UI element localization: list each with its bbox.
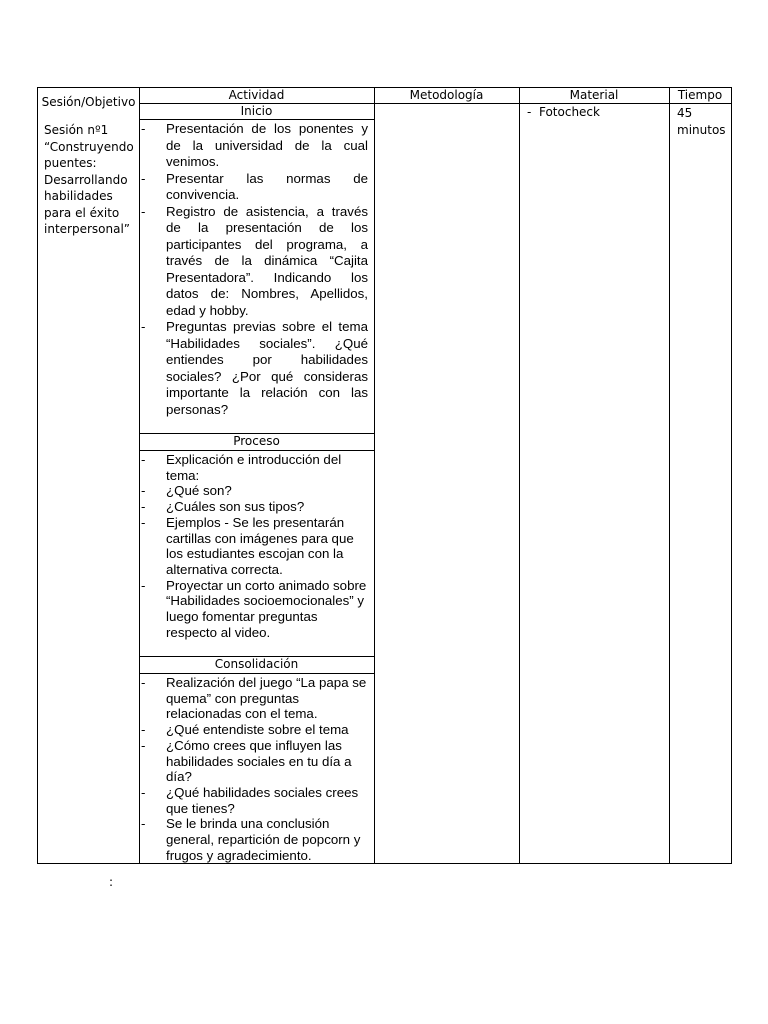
column-divider — [519, 88, 520, 863]
bullet-dash: - — [141, 514, 146, 530]
activity-item: - ¿Qué entendiste sobre el tema — [141, 722, 349, 738]
header-methodology: Metodología — [409, 88, 484, 102]
bullet-dash: - — [141, 499, 146, 515]
phase-title-inicio: Inicio — [240, 104, 273, 118]
activity-item: - ¿Qué son? — [141, 483, 232, 499]
session-objective-cell — [44, 122, 139, 238]
session-line: Sesión nº1 — [44, 123, 109, 137]
time-value: 45 — [677, 106, 693, 120]
session-line: puentes: — [44, 156, 97, 170]
bullet-dash: - — [141, 737, 146, 753]
session-line: Desarrollando — [44, 172, 128, 187]
bullet-dash: - — [141, 483, 146, 499]
activity-list-inicio — [139, 121, 374, 418]
activity-item: - Presentación de los ponentes y de la universidad de la cual venimos. — [141, 121, 368, 169]
session-plan-table — [37, 87, 732, 864]
bullet-dash: - — [141, 675, 146, 690]
bullet-dash: - — [141, 452, 146, 467]
phase-title-consolidacion: Consolidación — [214, 657, 299, 671]
bullet-dash: - — [141, 784, 146, 800]
activity-item: - ¿Qué habilidades sociales crees que tienes? — [141, 784, 359, 816]
session-line: para el éxito — [44, 205, 120, 220]
phase-divider — [139, 673, 374, 674]
column-divider — [374, 88, 375, 863]
bullet-dash: - — [141, 203, 146, 219]
bullet-dash: - — [141, 121, 146, 136]
activity-item: - Registro de asistencia, a través de la presentación de los participantes del programa, a través de la dinámica “Cajita Presentadora”. Indicando los datos de: Nombres, Apellidos, edad y hobby. — [141, 203, 368, 318]
time-unit: minutos — [677, 123, 726, 137]
phase-title-proceso: Proceso — [233, 434, 280, 448]
material-item: Fotocheck — [538, 105, 600, 119]
material-cell — [527, 105, 600, 120]
header-activity: Actividad — [228, 88, 285, 102]
session-line: habilidades — [44, 189, 113, 203]
activity-list-consolidacion — [139, 675, 374, 863]
header-time: Tiempo — [677, 88, 723, 102]
activity-item: - Presentar las normas de convivencia. — [141, 170, 368, 202]
activity-item: - Realización del juego “La papa se quema” con preguntas relacionadas con el tema. — [141, 675, 367, 722]
phase-divider — [139, 450, 374, 451]
activity-item: - Ejemplos - Se les presentarán cartillas con imágenes para que los estudiantes escojan con la alternativa correcta. — [141, 514, 354, 577]
bullet-dash: - — [141, 577, 146, 593]
activity-item: - ¿Cuáles son sus tipos? — [141, 499, 305, 515]
bullet-dash: - — [141, 816, 146, 832]
activity-item: - Explicación e introducción del tema: — [141, 452, 342, 483]
bullet-dash: - — [141, 722, 146, 738]
activity-list-proceso — [139, 452, 374, 640]
session-line: “Construyendo — [44, 139, 134, 154]
header-session-objective: Sesión/Objetivo — [41, 95, 136, 109]
bullet-dash: - — [141, 319, 146, 334]
activity-item: - Proyectar un corto animado sobre “Habilidades socioemocionales” y luego fomentar preguntas respecto al video. — [141, 577, 367, 640]
header-material: Material — [569, 88, 619, 102]
activity-item: - Preguntas previas sobre el tema “Habilidades sociales”. ¿Qué entiendes por habilidades sociales? ¿Por qué consideras importante la relación con las personas? — [141, 319, 368, 417]
phase-divider — [139, 119, 374, 120]
bullet-dash: - — [141, 170, 146, 186]
footer-colon: : — [109, 875, 114, 889]
activity-item: - ¿Cómo crees que influyen las habilidades sociales en tu día a día? — [141, 737, 352, 785]
material-dash: - — [527, 105, 532, 119]
activity-item: - Se le brinda una conclusión general, repartición de popcorn y frugos y agradecimiento. — [141, 816, 361, 863]
session-line: interpersonal” — [44, 222, 130, 236]
column-divider — [669, 88, 670, 863]
time-cell — [677, 105, 726, 139]
